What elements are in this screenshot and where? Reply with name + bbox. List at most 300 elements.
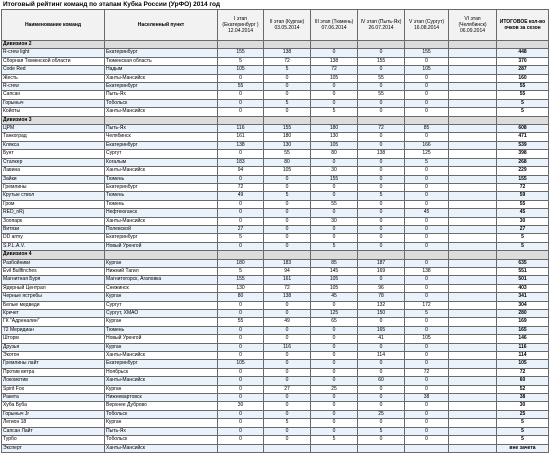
table-row [2,57,549,65]
stage-score-cell [449,410,497,418]
stage-score-cell: 0 [218,242,264,250]
city-cell: Пыть-Ях [105,125,218,133]
total-score-cell: 539 [497,141,549,149]
team-name-cell: Разбойники [2,259,105,267]
stage-score-cell: 0 [405,360,449,368]
table-row [2,444,549,452]
team-name-cell: Черные ястребы [2,293,105,301]
table-row [2,209,549,217]
city-cell: Курган [105,343,218,351]
table-row [2,141,549,149]
stage-score-cell [449,183,497,191]
table-row [2,419,549,427]
team-name-cell: S.P.L.A.V. [2,242,105,250]
stage-score-cell: 0 [311,402,358,410]
stage-score-cell [449,259,497,267]
stage-score-cell: 0 [218,326,264,334]
city-cell: Пыть-Ях [105,91,218,99]
team-name-cell: Гром [2,200,105,208]
stage-score-cell: 45 [405,209,449,217]
stage-score-cell: 55 [358,91,405,99]
team-name-cell: Против ветра [2,368,105,376]
total-score-cell: 471 [497,133,549,141]
team-name-cell: DD army [2,234,105,242]
stage-score-cell: 0 [405,242,449,250]
stage-score-cell: 0 [311,158,358,166]
team-name-cell: Горыныч [2,99,105,107]
stage-score-cell [449,284,497,292]
table-row [2,326,549,334]
stage-score-cell: 0 [311,234,358,242]
table-row [2,175,549,183]
team-name-cell: Сборная Тюменской области [2,57,105,65]
stage-score-cell: 0 [311,91,358,99]
team-name-cell: Spirit Fox [2,385,105,393]
total-score-cell: 38 [497,394,549,402]
stage-score-cell: 0 [264,427,311,435]
stage-score-cell: 5 [405,158,449,166]
stage-score-cell [449,192,497,200]
stage-score-cell: 0 [358,108,405,116]
total-score-cell: 398 [497,150,549,158]
stage-score-cell: 0 [311,326,358,334]
stage-score-cell: 27 [264,385,311,393]
team-name-cell: ЦРМ [2,125,105,133]
team-name-cell: Турбо [2,436,105,444]
stage-score-cell: 105 [218,360,264,368]
stage-score-cell: 0 [358,83,405,91]
stage-score-cell: 172 [405,301,449,309]
table-row [2,200,549,208]
team-name-cell: Evil Bullfinches [2,267,105,275]
total-score-cell: 59 [497,192,549,200]
city-cell: Екатеринбург [105,234,218,242]
stage-score-cell: 0 [405,402,449,410]
team-name-cell: Лавина [2,167,105,175]
stage-score-cell: 0 [358,225,405,233]
stage-score-cell: 0 [264,200,311,208]
stage-score-cell: 55 [311,200,358,208]
stage-score-cell: 5 [358,192,405,200]
city-cell: Сургут [105,150,218,158]
stage-score-cell: 0 [405,276,449,284]
division-empty-cell [218,116,264,124]
total-score-cell: 60 [497,377,549,385]
header-stage-4: IV этап (Пыть-Ях) 26.07.2014 [358,10,405,41]
table-row [2,402,549,410]
stage-score-cell: 0 [311,99,358,107]
total-score-cell: 5 [497,234,549,242]
stage-score-cell [449,158,497,166]
stage-score-cell: 72 [358,125,405,133]
stage-score-cell: 0 [405,427,449,435]
stage-score-cell: 0 [358,49,405,57]
stage-score-cell: 65 [311,318,358,326]
stage-score-cell [449,234,497,242]
table-row [2,276,549,284]
page-title: Итоговый рейтинг команд по этапам Кубка России (УрФО) 2014 год [3,1,221,8]
stage-score-cell: 0 [358,99,405,107]
stage-score-cell: 72 [405,368,449,376]
stage-score-cell: 0 [405,225,449,233]
stage-score-cell: 94 [218,167,264,175]
stage-score-cell: 0 [311,394,358,402]
stage-score-cell: 5 [264,419,311,427]
stage-score-cell [449,318,497,326]
division-label: Дивизион 3 [2,116,105,124]
table-row [2,66,549,74]
stage-score-cell: 0 [264,335,311,343]
stage-score-cell: 180 [264,133,311,141]
team-name-cell: Ядерный Централ [2,284,105,292]
total-score-cell: 403 [497,284,549,292]
total-score-cell: 45 [497,209,549,217]
stage-score-cell: 155 [218,49,264,57]
division-empty-cell [405,41,449,49]
stage-score-cell [449,444,497,452]
total-score-cell: 229 [497,167,549,175]
stage-score-cell: 0 [358,66,405,74]
stage-score-cell [449,335,497,343]
stage-score-cell: 72 [311,66,358,74]
stage-score-cell: 78 [358,293,405,301]
stage-score-cell: 0 [358,419,405,427]
stage-score-cell [449,57,497,65]
stage-score-cell: 96 [358,284,405,292]
team-name-cell: Белые медведи [2,301,105,309]
city-cell: Нижневартовск [105,394,218,402]
table-row [2,150,549,158]
stage-score-cell: 0 [218,310,264,318]
stage-score-cell [449,66,497,74]
total-score-cell: 608 [497,125,549,133]
stage-score-cell: 0 [311,343,358,351]
stage-score-cell: 5 [358,427,405,435]
total-score-cell: 27 [497,225,549,233]
stage-score-cell [449,74,497,82]
city-cell: Тобольск [105,436,218,444]
total-score-cell: 72 [497,368,549,376]
total-score-cell: 268 [497,158,549,166]
stage-score-cell: 0 [218,343,264,351]
city-cell: Нижний Тагил [105,267,218,275]
stage-score-cell: 145 [311,267,358,275]
header-stage-6: VI этап (Челябинск) 06.09.2014 [449,10,497,41]
stage-score-cell: 0 [405,326,449,334]
division-empty-cell [497,116,549,124]
division-label: Дивизион 4 [2,251,105,259]
stage-score-cell: 105 [405,335,449,343]
division-empty-cell [311,251,358,259]
stage-score-cell: 0 [218,335,264,343]
stage-score-cell: 105 [311,141,358,149]
stage-score-cell: 0 [218,209,264,217]
stage-score-cell: 0 [311,183,358,191]
stage-score-cell: 0 [218,352,264,360]
division-empty-cell [358,251,405,259]
header-row [2,10,549,41]
city-cell: Ханты-Мансийск [105,377,218,385]
stage-score-cell: 0 [405,91,449,99]
stage-score-cell: 38 [405,394,449,402]
stage-score-cell: 55 [218,318,264,326]
division-label: Дивизион 2 [2,41,105,49]
header-team: Наименование команд [2,10,105,41]
stage-score-cell: 0 [218,74,264,82]
stage-score-cell: 0 [264,310,311,318]
stage-score-cell: 0 [358,360,405,368]
stage-score-cell: 60 [358,377,405,385]
stage-score-cell: 0 [405,83,449,91]
division-empty-cell [105,116,218,124]
city-cell: Ханты-Мансийск [105,167,218,175]
city-cell: Тобольск [105,99,218,107]
stage-score-cell: 0 [218,99,264,107]
team-name-cell: Зоопарк [2,217,105,225]
stage-score-cell [449,402,497,410]
stage-score-cell: 25 [358,410,405,418]
stage-score-cell [449,427,497,435]
total-score-cell: 169 [497,318,549,326]
total-score-cell: 341 [497,293,549,301]
stage-score-cell: 0 [311,427,358,435]
stage-score-cell [449,175,497,183]
stage-score-cell: 80 [311,150,358,158]
stage-score-cell [449,326,497,334]
stage-score-cell: 114 [358,352,405,360]
team-name-cell: Горыныч Jr [2,410,105,418]
table-row [2,225,549,233]
table-row [2,410,549,418]
stage-score-cell: 30 [311,217,358,225]
division-row [2,116,549,124]
stage-score-cell: 0 [218,150,264,158]
stage-score-cell: 27 [218,225,264,233]
team-name-cell: Хуба Буба [2,402,105,410]
city-cell: Когалым [105,158,218,166]
stage-score-cell: 166 [405,141,449,149]
stage-score-cell: 85 [311,259,358,267]
table-row [2,217,549,225]
stage-score-cell: 180 [311,125,358,133]
team-name-cell: 72 Меридиан [2,326,105,334]
team-name-cell: Сапсан Лайт [2,427,105,435]
team-name-cell: Кречет [2,310,105,318]
stage-score-cell: 0 [358,217,405,225]
city-cell: Тюменская область [105,57,218,65]
table-row [2,360,549,368]
stage-score-cell [218,444,264,452]
stage-score-cell: 0 [264,301,311,309]
stage-score-cell: 45 [311,293,358,301]
division-empty-cell [218,41,264,49]
division-empty-cell [497,251,549,259]
stage-score-cell: 49 [264,318,311,326]
stage-score-cell: 0 [311,335,358,343]
stage-score-cell: 0 [311,83,358,91]
city-cell: Верхнее Дуброво [105,402,218,410]
stage-score-cell [449,385,497,393]
stage-score-cell [449,167,497,175]
stage-score-cell: 155 [405,49,449,57]
header-stage-1: I этап (Екатеринбург ) 12.04.2014 [218,10,264,41]
city-cell: Новый Уренгой [105,335,218,343]
table-row [2,167,549,175]
stage-score-cell: 0 [311,209,358,217]
total-score-cell: 72 [497,183,549,191]
stage-score-cell: 41 [358,335,405,343]
total-score-cell: 116 [497,343,549,351]
city-cell: Челябинск [105,133,218,141]
total-score-cell: 551 [497,267,549,275]
total-score-cell: 5 [497,99,549,107]
stage-score-cell: 0 [218,427,264,435]
stage-score-cell: 125 [311,310,358,318]
division-empty-cell [311,116,358,124]
stage-score-cell: 0 [358,368,405,376]
stage-score-cell: 0 [311,49,358,57]
stage-score-cell [358,444,405,452]
stage-score-cell: 0 [264,410,311,418]
stage-score-cell [449,242,497,250]
header-stage-2: II этап (Курган) 03.05.2014 [264,10,311,41]
stage-score-cell [449,377,497,385]
stage-score-cell [264,444,311,452]
team-name-cell: Магнитная Буря [2,276,105,284]
city-cell: Ханты-Мансийск [105,108,218,116]
table-row [2,74,549,82]
table-row [2,83,549,91]
division-empty-cell [449,251,497,259]
division-empty-cell [218,251,264,259]
total-score-cell: 25 [497,410,549,418]
stage-score-cell: 105 [405,66,449,74]
stage-score-cell [449,225,497,233]
stage-score-cell [449,310,497,318]
team-name-cell: Клякса [2,141,105,149]
stage-score-cell: 0 [405,343,449,351]
stage-score-cell: 5 [264,192,311,200]
table-row [2,242,549,250]
stage-score-cell: 138 [264,293,311,301]
stage-score-cell: 150 [358,310,405,318]
city-cell: Курган [105,293,218,301]
stage-score-cell: 0 [311,419,358,427]
table-row [2,377,549,385]
stage-score-cell: 0 [311,225,358,233]
stage-score-cell: 55 [358,74,405,82]
table-row [2,108,549,116]
stage-score-cell [449,352,497,360]
city-cell: Екатеринбург [105,183,218,191]
city-cell: Снежинск [105,284,218,292]
stage-score-cell [449,267,497,275]
total-score-cell: 55 [497,200,549,208]
stage-score-cell: 0 [264,377,311,385]
stage-score-cell: 0 [358,141,405,149]
total-score-cell: 155 [497,175,549,183]
stage-score-cell: 0 [405,167,449,175]
stage-score-cell: 5 [218,267,264,275]
total-score-cell: 165 [497,326,549,334]
stage-score-cell: 5 [264,99,311,107]
team-name-cell: ГК "Адреналин" [2,318,105,326]
total-score-cell: вне зачета [497,444,549,452]
stage-score-cell: 30 [311,167,358,175]
stage-score-cell [449,360,497,368]
total-score-cell: 146 [497,335,549,343]
team-name-cell: RED_nRj [2,209,105,217]
rating-table [1,9,549,453]
city-cell: Ноябрьск [105,368,218,376]
stage-score-cell: 165 [358,326,405,334]
division-empty-cell [264,41,311,49]
stage-score-cell: 0 [264,394,311,402]
stage-score-cell: 0 [264,209,311,217]
stage-score-cell [449,108,497,116]
team-name-cell: Локомотив [2,377,105,385]
stage-score-cell: 105 [311,284,358,292]
city-cell: Магнитогорск, Агаповка [105,276,218,284]
total-score-cell: 55 [497,83,549,91]
stage-score-cell: 0 [264,436,311,444]
stage-score-cell: 138 [311,57,358,65]
table-row [2,427,549,435]
stage-score-cell: 155 [311,175,358,183]
stage-score-cell: 25 [311,385,358,393]
stage-score-cell: 130 [218,284,264,292]
stage-score-cell: 0 [264,217,311,225]
stage-score-cell: 5 [311,242,358,250]
stage-score-cell: 30 [218,402,264,410]
stage-score-cell: 0 [264,242,311,250]
table-row [2,91,549,99]
stage-score-cell: 0 [264,83,311,91]
city-cell: Курган [105,419,218,427]
team-name-cell: Сталкер [2,158,105,166]
city-cell: Надым [105,66,218,74]
stage-score-cell: 0 [405,183,449,191]
stage-score-cell: 0 [405,200,449,208]
stage-score-cell: 0 [358,276,405,284]
division-row [2,251,549,259]
team-name-cell: Гремлины [2,183,105,191]
team-name-cell: Танкоград [2,133,105,141]
stage-score-cell: 0 [264,352,311,360]
stage-score-cell: 0 [405,385,449,393]
header-total: ИТОГОВОЕ кол-во очков за сезон [497,10,549,41]
team-name-cell: Койоты [2,108,105,116]
stage-score-cell: 0 [358,175,405,183]
total-score-cell: 287 [497,66,549,74]
stage-score-cell: 0 [358,167,405,175]
stage-score-cell: 0 [405,419,449,427]
stage-score-cell: 5 [218,234,264,242]
city-cell: Тюмень [105,192,218,200]
table-row [2,368,549,376]
stage-score-cell: 0 [358,343,405,351]
team-name-cell: Витязи [2,225,105,233]
stage-score-cell: 161 [218,133,264,141]
stage-score-cell [449,141,497,149]
team-name-cell: Легион 18 [2,419,105,427]
stage-score-cell: 0 [358,183,405,191]
stage-score-cell: 105 [264,167,311,175]
city-cell: Полевской [105,225,218,233]
stage-score-cell: 0 [405,192,449,200]
stage-score-cell [449,293,497,301]
stage-score-cell: 130 [311,133,358,141]
